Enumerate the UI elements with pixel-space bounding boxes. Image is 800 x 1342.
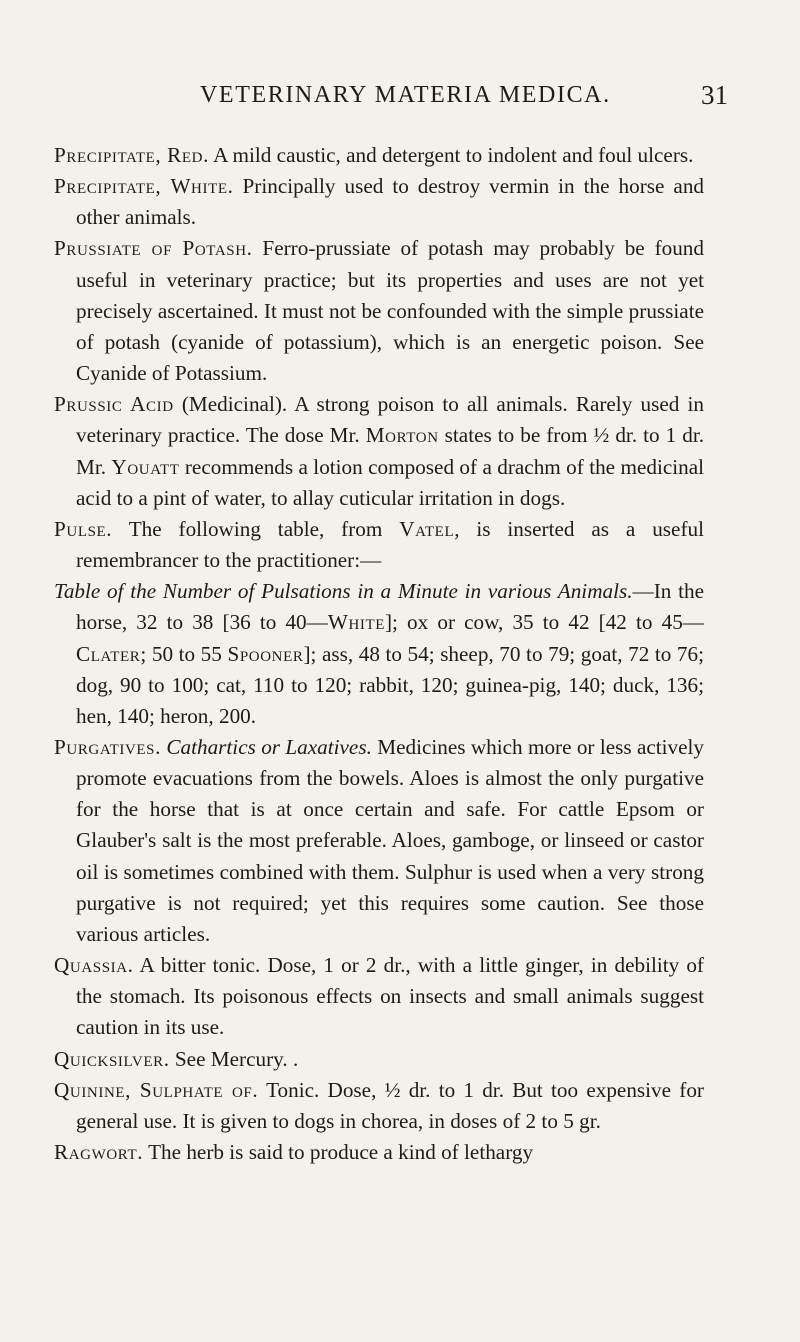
entry-quicksilver [54, 1044, 704, 1075]
entry-headword: Precipitate, Red. [54, 143, 209, 167]
author-name: Clater [76, 641, 141, 666]
table-caption: Table of the Number of Pulsations in a Minute in various Animals. [54, 579, 633, 604]
running-header [200, 82, 760, 118]
entry-pulse [54, 514, 704, 576]
entry-text: —In the horse, 32 to 38 [36 to 40— [76, 579, 704, 635]
entry-text: The herb is said to produce a kind of lethargy [148, 1140, 534, 1164]
entry-text: Principally used to destroy vermin in the horse and other animals. [76, 174, 705, 230]
text-body [54, 140, 704, 1168]
page-number: 31 [701, 80, 728, 110]
entry-headword: Quicksilver. [54, 1046, 170, 1071]
entry-quassia [54, 950, 704, 1043]
entry-text: ; 50 to 55 [140, 641, 222, 666]
entry-headword: Prussic Acid [54, 392, 174, 417]
running-title: VETERINARY MATERIA MEDICA. [200, 82, 611, 108]
entry-headword: Quinine, Sulphate of. [54, 1077, 259, 1102]
entry-quinine-sulphate [54, 1075, 704, 1137]
entry-prussic-acid [54, 389, 704, 514]
entry-text: Tonic. Dose, ½ dr. to 1 dr. But too expensive for general use. It is given to dogs in chorea, in doses of 2 to 5 gr. [76, 1077, 704, 1133]
author-name: Vatel [399, 516, 455, 541]
entry-precipitate-red [54, 140, 704, 171]
entry-text: Medicines which more or less actively promote evacuations from the bowels. Aloes is almost the only purgative for the horse that is at once certain and safe. For cattle Epsom or Glauber's salt is the most preferable. Aloes, gamboge, or linseed or castor oil is sometimes combined with them. Sulphur is used when a very strong purgative is not required; yet this requires some caution. See those various articles. [76, 734, 705, 946]
entry-ragwort [54, 1137, 704, 1168]
entry-headword: Purgatives. [54, 734, 162, 759]
entry-text: , is inserted as a useful remembrancer to the practitioner:— [76, 516, 704, 573]
author-name: Morton [365, 423, 439, 448]
author-name: Spooner [227, 641, 304, 666]
entry-text: A bitter tonic. Dose, 1 or 2 dr., with a little ginger, in debility of the stomach. Its poisonous effects on insects and small animals suggest caution in its use. [76, 953, 704, 1040]
entry-purgatives [54, 732, 704, 950]
author-name: Youatt [111, 454, 180, 479]
entry-text: (Medicinal). A strong poison to all animals. Rarely used in veterinary practice. The dose Mr. [76, 392, 704, 448]
author-name: White [327, 610, 385, 635]
pulse-table-paragraph [54, 576, 704, 732]
entry-text: A mild caustic, and detergent to indolent and foul ulcers. [213, 143, 694, 167]
entry-precipitate-white [54, 171, 704, 233]
entry-text: ]; ass, 48 to 54; sheep, 70 to 79; goat, 72 to 76; dog, 90 to 100; cat, 110 to 120; rabbit, 120; guinea-pig, 140; duck, 136; hen, 140; heron, 200. [76, 641, 704, 728]
entry-prussiate-of-potash [54, 233, 704, 389]
entry-headword: Quassia. [54, 953, 134, 978]
entry-synonyms: Cathartics or Laxatives. [166, 734, 372, 759]
entry-text: The following table, from [128, 516, 383, 541]
entry-headword: Ragwort. [54, 1140, 144, 1164]
entry-text: recommends a lotion composed of a drachm of the medicinal acid to a pint of water, to allay cuticular irritation in dogs. [76, 454, 705, 510]
entry-text: states to be from ½ dr. to 1 dr. Mr. [76, 423, 704, 479]
entry-text: Ferro-prussiate of potash may probably be found useful in veterinary practice; but its properties and uses are not yet precisely ascertained. It must not be confounded with the simple prussiate of potash (cyanide of potassium), which is an energetic poison. See Cyanide of Potassium. [76, 236, 704, 386]
entry-headword: Precipitate, White. [54, 174, 234, 199]
entry-text: See Mercury. . [174, 1046, 299, 1071]
entry-text: ]; ox or cow, 35 to 42 [42 to 45— [385, 610, 704, 635]
entry-headword: Prussiate of Potash. [54, 236, 253, 261]
entry-headword: Pulse. [54, 516, 113, 541]
